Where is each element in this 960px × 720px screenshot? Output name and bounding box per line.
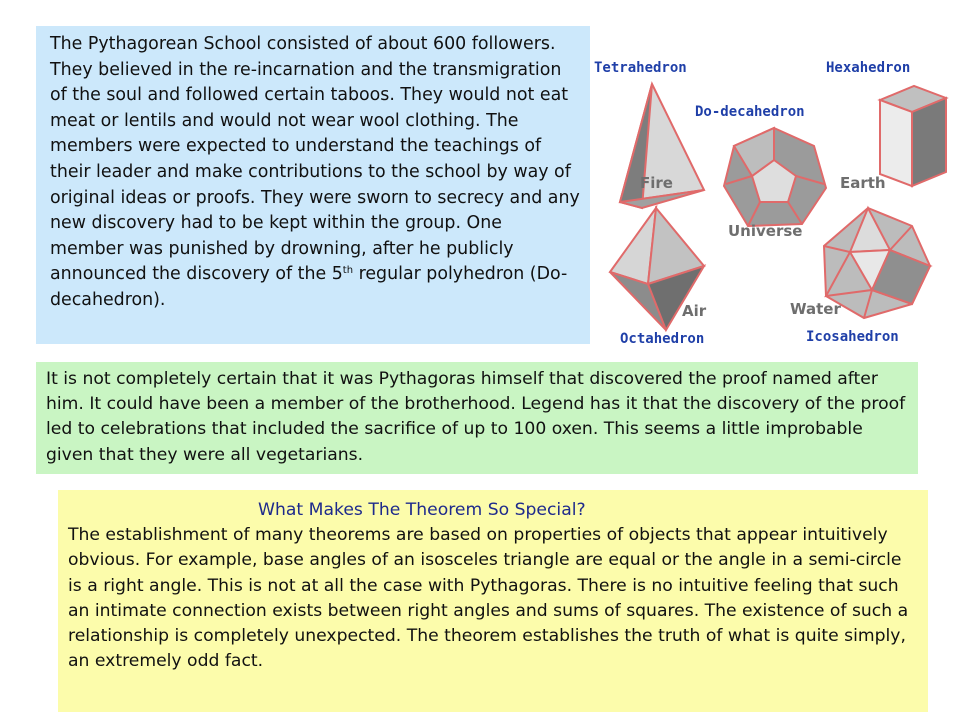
octahedron-label: Octahedron: [620, 331, 705, 347]
earth-label: Earth: [840, 174, 886, 192]
proof-legend-text: It is not completely certain that it was Pythagoras himself that discovered the proof named after him. It could have been a member of the brotherhood. Legend has it that the discovery of the proof led to celebrations that included the sacrifice of up to 100 oxen. This seems a little improbable given that they were all vegetarians.: [46, 369, 906, 465]
water-label: Water: [790, 300, 841, 318]
universe-label: Universe: [728, 222, 803, 240]
dodecahedron-image: [718, 124, 830, 236]
air-label: Air: [682, 302, 707, 320]
pythagorean-school-paragraph: [36, 26, 590, 344]
theorem-special-section: [58, 490, 928, 712]
hexahedron-label: Hexahedron: [826, 60, 911, 76]
tetrahedron-image: [612, 82, 712, 222]
school-text-end: regular polyhedron (Do-decahedron).: [50, 264, 568, 310]
icosahedron-label: Icosahedron: [806, 329, 899, 345]
platonic-solids-figure: [590, 56, 950, 356]
theorem-special-text: The establishment of many theorems are based on properties of objects that appear intuitively obvious. For example, base angles of an isosceles triangle are equal or the angle in a semi-circle is a right angle. This is not at all the case with Pythagoras. There is no intuitive feeling that such an intimate connection exists between right angles and sums of squares. The existence of such a relationship is completely unexpected. The theorem establishes the truth of what is quite simply, an extremely odd fact.: [68, 525, 909, 672]
section-heading: What Makes The Theorem So Special?: [258, 500, 586, 520]
ordinal-suffix: th: [342, 265, 354, 277]
school-text: The Pythagorean School consisted of about 600 followers. They believed in the re-incarnation and the transmigration of the soul and followed certain taboos. They would not eat meat or lentils and would not wear wool clothing. The members were expected to understand the teachings of their leader and make contributions to the school by way of original ideas or proofs. They were sworn to secrecy and any new discovery had to be kept within the group. One member was punished by drowning, after he publicly announced the discovery of the 5: [50, 34, 580, 285]
tetrahedron-label: Tetrahedron: [594, 60, 687, 76]
proof-legend-paragraph: [36, 362, 918, 474]
dodecahedron-label: Do-decahedron: [695, 104, 805, 120]
fire-label: Fire: [640, 174, 673, 192]
